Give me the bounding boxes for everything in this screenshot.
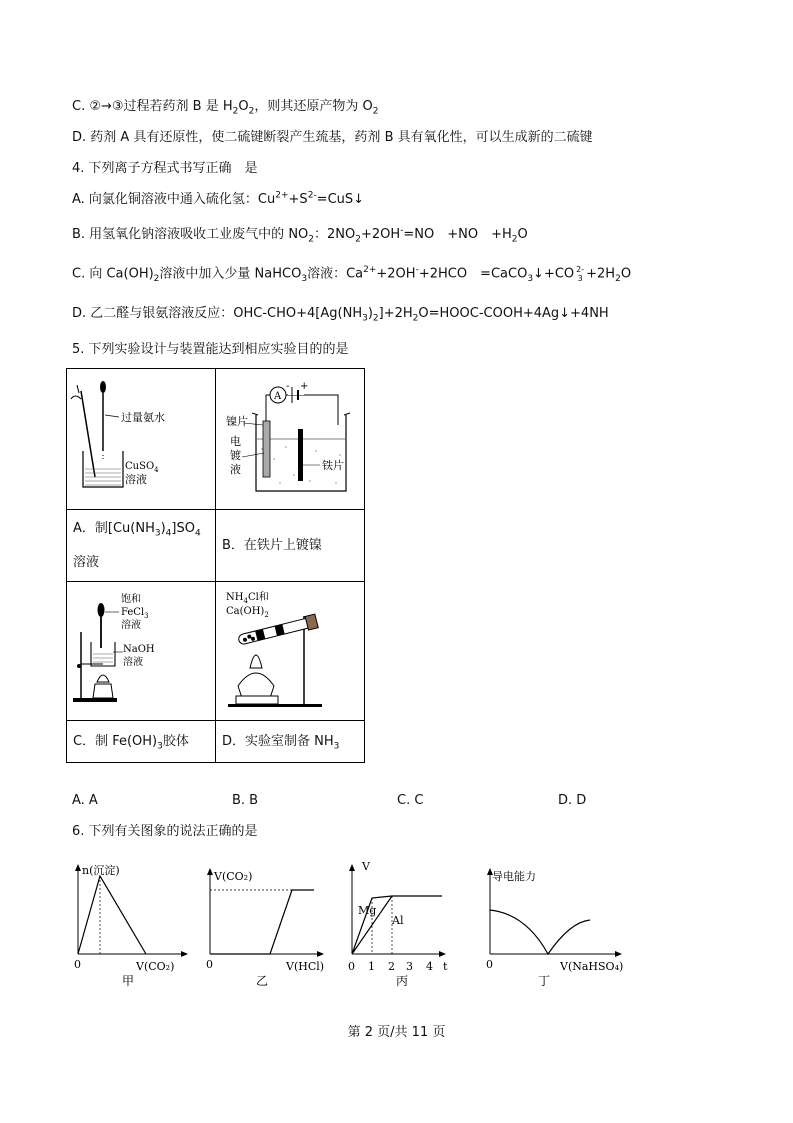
svg-text:Al: Al	[392, 914, 404, 927]
flame-icon	[97, 675, 109, 682]
q5-option-a[interactable]: A. A	[72, 793, 98, 808]
q4-option-d: D. 乙二醛与银氨溶液反应：OHC-$CHO+4[Ag(NH_3)_2]+2H_2O=HOOC-COOH+4Ag↓+4NH$	[72, 306, 609, 324]
graph-jia-curve	[78, 876, 146, 954]
figure-b-drawing	[216, 369, 364, 505]
svg-text:溶液: 溶液	[121, 620, 141, 631]
figure-a-drawing	[67, 369, 215, 505]
svg-text:0: 0	[206, 958, 213, 971]
svg-text:Ca(OH)2: $Ca(OH)_2$	[226, 606, 269, 619]
svg-text:丁: 丁	[538, 974, 551, 988]
svg-text:镍片: 镍片	[226, 415, 248, 428]
svg-text:2: 2	[388, 960, 395, 973]
q5-option-c[interactable]: C. C	[397, 793, 424, 808]
q4-stem: 4. 下列离子方程式书写正确 是	[72, 161, 258, 176]
svg-text:NaOH: NaOH	[123, 644, 155, 655]
alcohol-lamp	[238, 673, 274, 698]
q4-option-b: B. 用氢氧化钠溶液吸收工业废气中的 $NO_2$：$2NO_2+2OH^-=NO$ +NO $+H_2O$	[72, 225, 528, 245]
svg-text:V(CO₂): V(CO₂)	[214, 870, 253, 883]
graph-ding-curve	[490, 910, 590, 954]
svg-text:溶液: 溶液	[123, 657, 143, 668]
svg-text:-: -	[286, 381, 290, 392]
graph-yi-curve	[210, 890, 314, 954]
flame-icon	[250, 655, 262, 668]
svg-text:Mg: Mg	[358, 904, 377, 917]
svg-text:n(沉淀): n(沉淀)	[82, 864, 120, 877]
graph-bing	[348, 860, 448, 988]
svg-text:电: 电	[230, 435, 241, 448]
svg-text:t: t	[443, 960, 448, 973]
svg-text:铁片: 铁片	[322, 459, 344, 472]
svg-text:0: 0	[74, 958, 81, 971]
q6-graphs	[66, 858, 646, 998]
svg-text:V(HCl): V(HCl)	[286, 960, 325, 973]
svg-text:NH4Cl和: $NH_4Cl$和	[226, 592, 269, 605]
dropper-bulb	[98, 603, 105, 617]
q4-option-c: C. 向 $Ca(OH)_2$溶液中加入少量 NaHCO$_3$溶液：$Ca^{2+}+2OH^-+2HCO$ =CaCO$_3$↓+CO 2- 3 $+2H_2O$	[72, 265, 632, 285]
svg-text:饱和: 饱和	[121, 594, 141, 605]
q4-option-a: A. 向氯化铜溶液中通入硫化氢：$Cu^{2+}+S^{2-}=CuS↓$	[72, 190, 365, 207]
q3-option-d: D. 药剂 A 具有还原性，使二硫键断裂产生巯基，药剂 B 具有氧化性，可以生成新的二硫键	[72, 130, 593, 145]
svg-text:A: A	[274, 391, 282, 402]
svg-text:3: 3	[406, 960, 413, 973]
svg-text:过量氨水: 过量氨水	[121, 411, 165, 424]
svg-text:丙: 丙	[396, 974, 409, 988]
q6-stem: 6. 下列有关图象的说法正确的是	[72, 824, 258, 839]
alcohol-lamp	[93, 684, 113, 698]
figure-c-drawing	[67, 582, 215, 716]
svg-text:液: 液	[230, 463, 241, 476]
nickel-electrode	[263, 421, 270, 477]
page-footer: 第 2 页/共 11 页	[347, 1025, 446, 1040]
svg-text:0: 0	[348, 960, 355, 973]
svg-text:0: 0	[486, 958, 493, 971]
test-tube	[238, 617, 312, 645]
svg-text:镀: 镀	[230, 449, 241, 462]
iron-electrode	[298, 429, 303, 481]
dropper-bulb	[100, 381, 106, 393]
q3-option-c: C. ②→③过程若药剂 B 是 $H_2O_2$，则其还原产物为 $O_2$	[72, 99, 379, 117]
svg-text:导电能力: 导电能力	[492, 870, 536, 883]
q5-stem: 5. 下列实验设计与装置能达到相应实验目的的是	[72, 342, 349, 357]
svg-text:V(CO₂): V(CO₂)	[136, 960, 175, 973]
svg-text:V(NaHSO₄): V(NaHSO₄)	[560, 960, 624, 973]
svg-text:4: 4	[426, 960, 433, 973]
caption-a: A．制$[Cu(NH_3)_4]SO_4$ 溶液	[67, 510, 216, 582]
svg-text:乙: 乙	[256, 974, 269, 988]
svg-text:FeCl3: FeCl$_3$	[121, 607, 149, 620]
graph-jia	[74, 863, 188, 988]
figure-c-cell	[67, 582, 216, 721]
stir-arrow-icon	[71, 396, 81, 399]
svg-text:溶液: 溶液	[125, 473, 147, 486]
q5-option-d[interactable]: D. D	[558, 793, 587, 808]
svg-text:V: V	[362, 860, 370, 873]
graph-ding	[486, 868, 623, 988]
q5-option-b[interactable]: B. B	[232, 793, 259, 808]
caption-b: B．在铁片上镀镍	[216, 510, 365, 582]
caption-d: D．实验室制备 $NH_3$	[216, 721, 365, 763]
svg-text:CuSO4: CuSO$_4$	[125, 461, 159, 474]
co3-charge-fraction: 2- 3	[576, 265, 585, 283]
figure-d-drawing	[216, 582, 364, 716]
svg-text:甲: 甲	[122, 974, 135, 988]
q5-apparatus-table	[66, 368, 365, 763]
svg-text:1: 1	[368, 960, 375, 973]
caption-c: C．制 $Fe(OH)_3$胶体	[67, 721, 216, 763]
svg-text:+: +	[300, 381, 309, 392]
figure-d-cell	[216, 582, 365, 721]
figure-a-cell	[67, 369, 216, 510]
graph-yi	[206, 868, 324, 988]
figure-b-cell	[216, 369, 365, 510]
